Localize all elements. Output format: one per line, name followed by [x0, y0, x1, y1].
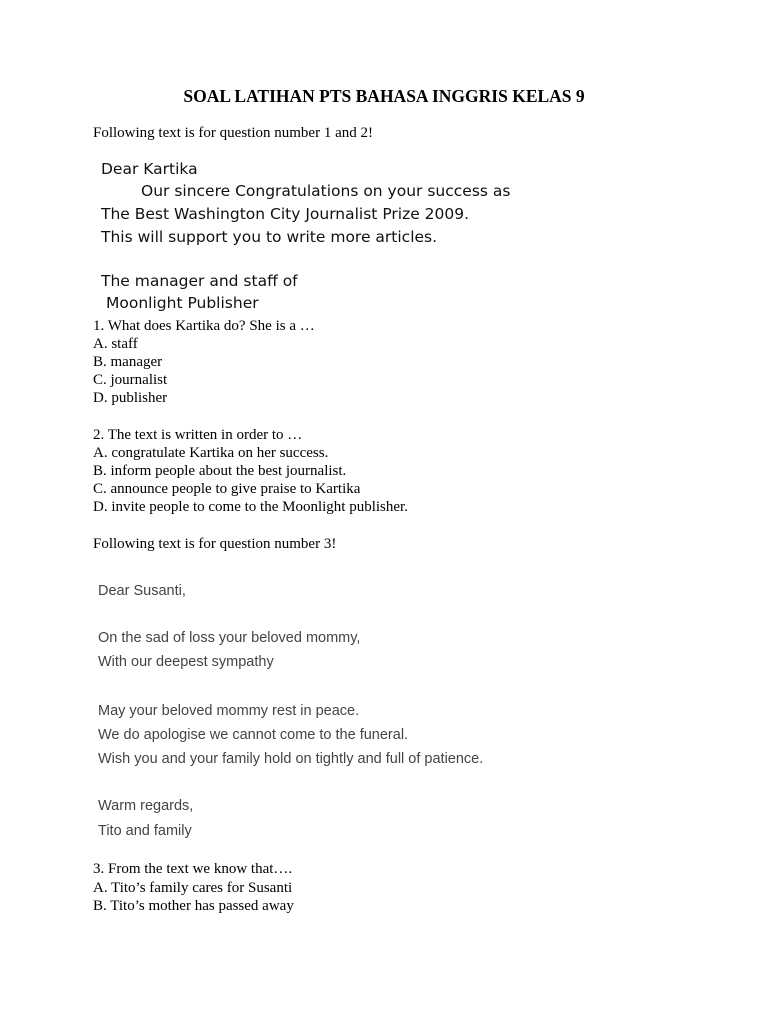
card2-line-4: We do apologise we cannot come to the funeral. [98, 727, 409, 743]
card1-line-3: This will support you to write more articles. [101, 228, 438, 246]
card2-line-1: On the sad of loss your beloved mommy, [98, 630, 361, 646]
question-1-option-b: B. manager [93, 354, 163, 370]
card2-line-3: May your beloved mommy rest in peace. [98, 703, 360, 719]
card2-salutation: Dear Susanti, [98, 583, 186, 599]
question-2-option-d: D. invite people to come to the Moonlight publisher. [93, 499, 408, 515]
intro-text-q1-q2: Following text is for question number 1 and 2! [93, 125, 373, 141]
card2-line-2: With our deepest sympathy [98, 654, 274, 670]
card2-closing: Warm regards, [98, 798, 194, 814]
card2-line-5: Wish you and your family hold on tightly and full of patience. [98, 751, 484, 767]
question-3-option-b: B. Tito’s mother has passed away [93, 898, 294, 914]
intro-text-q3: Following text is for question number 3! [93, 536, 337, 552]
question-1-option-d: D. publisher [93, 390, 168, 406]
card1-sender-1: The manager and staff of [101, 272, 298, 290]
card1-salutation: Dear Kartika [101, 160, 198, 178]
question-1-option-a: A. staff [93, 336, 138, 352]
page-title: SOAL LATIHAN PTS BAHASA INGGRIS KELAS 9 [183, 86, 585, 106]
question-2-option-a: A. congratulate Kartika on her success. [93, 445, 329, 461]
card1-line-2: The Best Washington City Journalist Prize 2009. [101, 205, 470, 223]
question-1-text: 1. What does Kartika do? She is a … [93, 318, 315, 334]
question-1-option-c: C. journalist [93, 372, 168, 388]
question-2-option-c: C. announce people to give praise to Kartika [93, 481, 361, 497]
question-2-text: 2. The text is written in order to … [93, 427, 303, 443]
question-3-text: 3. From the text we know that…. [93, 861, 293, 877]
question-2-option-b: B. inform people about the best journalist. [93, 463, 347, 479]
card2-sender: Tito and family [98, 823, 192, 839]
card1-sender-2: Moonlight Publisher [106, 294, 259, 312]
question-3-option-a: A. Tito’s family cares for Susanti [93, 880, 293, 896]
card1-line-1: Our sincere Congratulations on your success as [141, 182, 511, 200]
